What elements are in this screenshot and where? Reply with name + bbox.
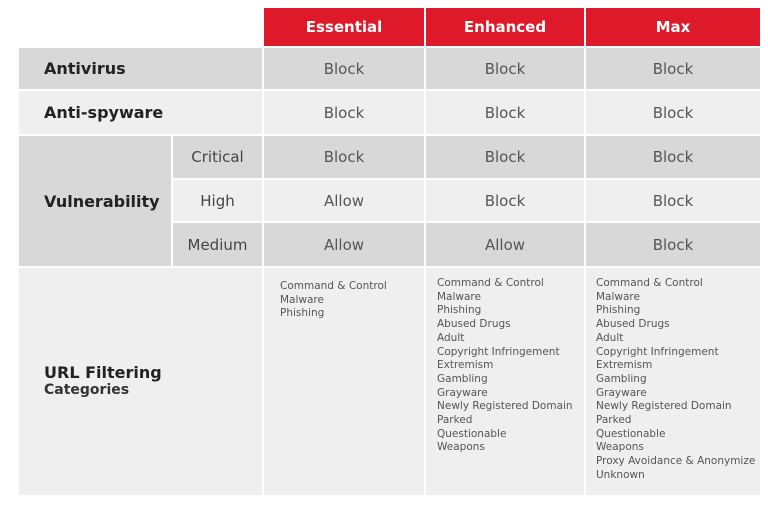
row-label-vulnerability: Vulnerability bbox=[19, 136, 171, 266]
column-header-max: Max bbox=[586, 8, 760, 46]
antispyware-enhanced-cell: Block bbox=[426, 91, 584, 134]
list-item: Adult bbox=[437, 331, 465, 344]
list-item: Command & Control bbox=[280, 280, 387, 292]
url-categories-enhanced bbox=[426, 268, 584, 495]
column-header-enhanced: Enhanced bbox=[426, 8, 584, 46]
vulnerability-level-high: High bbox=[173, 180, 262, 221]
list-item: Command & Control bbox=[596, 277, 703, 289]
antispyware-essential-cell: Block bbox=[264, 91, 424, 134]
list-item: Weapons bbox=[596, 441, 644, 454]
vulnerability-level-medium: Medium bbox=[173, 223, 262, 266]
vulnerability-level-critical: Critical bbox=[173, 136, 262, 178]
list-item: Newly Registered Domain bbox=[596, 400, 732, 413]
url-categories-essential bbox=[264, 268, 424, 495]
list-item: Abused Drugs bbox=[437, 318, 511, 331]
list-item: Parked bbox=[596, 414, 632, 427]
list-item: Proxy Avoidance & Anonymize bbox=[596, 455, 756, 468]
list-item: Command & Control bbox=[437, 277, 544, 289]
list-item: Unknown bbox=[596, 468, 645, 481]
antivirus-enhanced-cell: Block bbox=[426, 48, 584, 89]
url-filtering-subtitle: Categories bbox=[44, 382, 130, 398]
column-header-essential: Essential bbox=[264, 8, 424, 46]
antispyware-max-cell: Block bbox=[586, 91, 760, 134]
list-item: Malware bbox=[437, 290, 481, 303]
list-item: Phishing bbox=[437, 304, 482, 317]
list-item: Questionable bbox=[437, 427, 507, 440]
list-item: Weapons bbox=[437, 441, 485, 454]
medium-essential-cell: Allow bbox=[264, 223, 424, 266]
list-item: Adult bbox=[596, 331, 624, 344]
medium-max-cell: Block bbox=[586, 223, 760, 266]
list-item: Malware bbox=[596, 290, 640, 303]
list-item: Phishing bbox=[280, 307, 325, 320]
critical-max-cell: Block bbox=[586, 136, 760, 178]
list-item: Malware bbox=[280, 293, 324, 306]
row-label-antispyware: Anti-spyware bbox=[19, 91, 262, 134]
list-item: Newly Registered Domain bbox=[437, 400, 573, 413]
list-item: Parked bbox=[437, 414, 473, 427]
list-item: Copyright Infringement bbox=[596, 345, 719, 358]
list-item: Grayware bbox=[437, 386, 488, 399]
list-item: Abused Drugs bbox=[596, 318, 670, 331]
list-item: Copyright Infringement bbox=[437, 345, 560, 358]
high-essential-cell: Allow bbox=[264, 180, 424, 221]
row-label-url-filtering bbox=[19, 268, 262, 495]
list-item: Gambling bbox=[437, 372, 488, 385]
row-label-antivirus: Antivirus bbox=[19, 48, 262, 89]
high-max-cell: Block bbox=[586, 180, 760, 221]
list-item: Extremism bbox=[437, 359, 494, 372]
url-categories-max bbox=[586, 268, 760, 495]
high-enhanced-cell: Block bbox=[426, 180, 584, 221]
critical-enhanced-cell: Block bbox=[426, 136, 584, 178]
list-item: Questionable bbox=[596, 427, 666, 440]
medium-enhanced-cell: Allow bbox=[426, 223, 584, 266]
critical-essential-cell: Block bbox=[264, 136, 424, 178]
url-filtering-title: URL Filtering bbox=[44, 363, 162, 382]
antivirus-max-cell: Block bbox=[586, 48, 760, 89]
list-item: Grayware bbox=[596, 386, 647, 399]
list-item: Gambling bbox=[596, 372, 647, 385]
list-item: Extremism bbox=[596, 359, 653, 372]
antivirus-essential-cell: Block bbox=[264, 48, 424, 89]
list-item: Phishing bbox=[596, 304, 641, 317]
